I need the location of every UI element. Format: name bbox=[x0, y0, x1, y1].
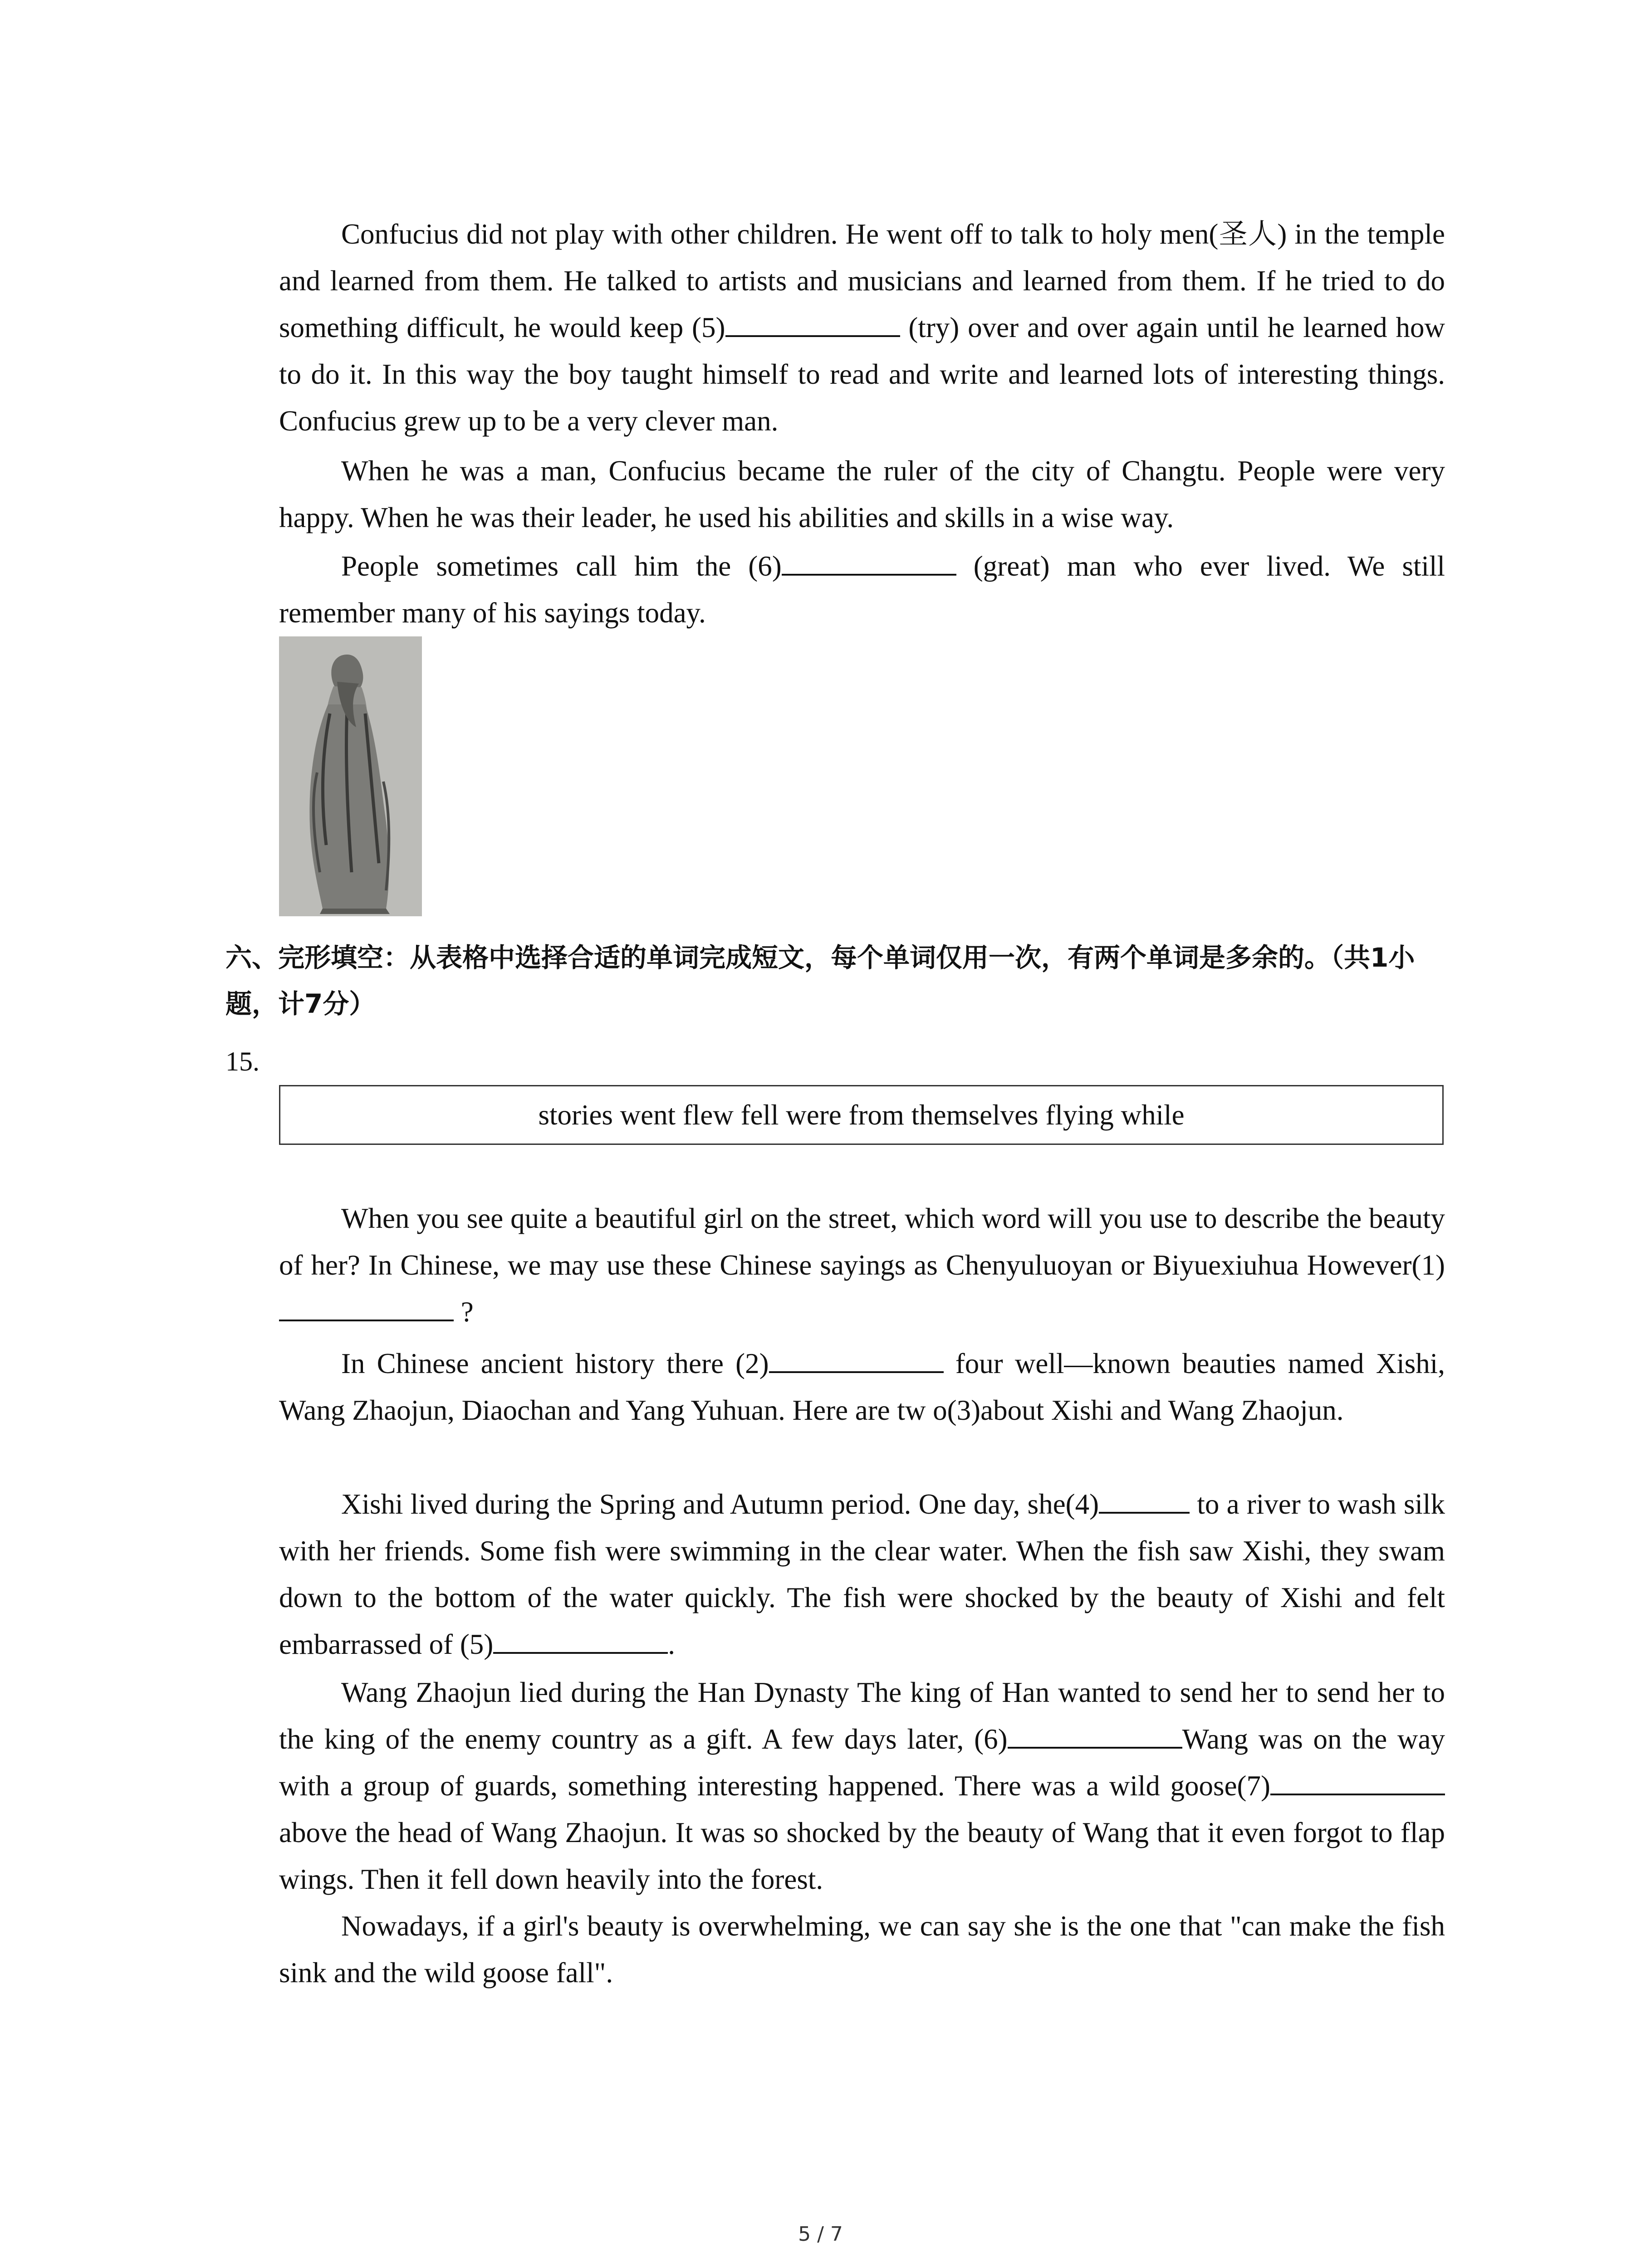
blank-6b[interactable] bbox=[1008, 1722, 1182, 1749]
page-indicator: 5 / 7 bbox=[798, 2223, 843, 2246]
passage1-paragraph-1: Confucius did not play with other children. He went off to talk to holy men(圣人) in the temple and learned from them. He talked to artists and musicians and learned from them. If he tried to do something difficult, he would keep (5) (try) over and over again until he learned how to do it. In this way the boy taught himself to read and write and learned lots of interesting things. Confucius grew up to be a very clever man. bbox=[279, 218, 1445, 437]
blank-4[interactable] bbox=[1099, 1487, 1190, 1514]
blank-5[interactable] bbox=[725, 311, 900, 337]
word-bank-box bbox=[279, 1085, 1444, 1145]
blank-7[interactable] bbox=[1270, 1769, 1445, 1795]
word-bank-text: stories went flew fell were from themselves flying while bbox=[538, 1099, 1185, 1131]
passage2-paragraph-5: Nowadays, if a girl's beauty is overwhelming, we can say she is the one that "can make the fish sink and the wild goose fall". bbox=[279, 1910, 1445, 1989]
passage1-paragraph-3: People sometimes call him the (6) (great) man who ever lived. We still remember many of his sayings today. bbox=[279, 550, 1445, 629]
blank-2[interactable] bbox=[769, 1347, 944, 1373]
passage2-paragraph-1: When you see quite a beautiful girl on the street, which word will you use to describe the beauty of her? In Chinese, we may use these Chinese sayings as Chenyuluoyan or Biyuexiuhua However(1) ? bbox=[279, 1202, 1445, 1328]
blank-5b[interactable] bbox=[493, 1628, 668, 1654]
blank-1[interactable] bbox=[279, 1295, 454, 1321]
question-number: 15. bbox=[225, 1046, 260, 1076]
section-heading: 六、完形填空：从表格中选择合适的单词完成短文，每个单词仅用一次，有两个单词是多余的。（共1小题，计7分） bbox=[225, 942, 1415, 1019]
passage2-paragraph-3: Xishi lived during the Spring and Autumn period. One day, she(4) to a river to wash silk with her friends. Some fish were swimming in the clear water. When the fish saw Xishi, they swam down to the bottom of the water quickly. The fish were shocked by the beauty of Xishi and felt embarrassed of (5) . bbox=[279, 1488, 1445, 1660]
passage2-paragraph-4: Wang Zhaojun lied during the Han Dynasty The king of Han wanted to send her to send her to the king of the enemy country as a gift. A few days later, (6) Wang was on the way with a group of guards, something interesting happened. There was a wild goose(7) above the head of Wang Zhaojun. It was so shocked by the beauty of Wang that it even forgot to flap wings. Then it fell down heavily into the forest. bbox=[279, 1677, 1445, 1895]
blank-6[interactable] bbox=[782, 549, 956, 576]
passage1-paragraph-2: When he was a man, Confucius became the ruler of the city of Changtu. People were very happy. When he was their leader, he used his abilities and skills in a wise way. bbox=[279, 455, 1445, 533]
confucius-portrait-image bbox=[279, 636, 422, 916]
passage2-paragraph-2: In Chinese ancient history there (2) four well—known beauties named Xishi, Wang Zhaojun, Diaochan and Yang Yuhuan. Here are tw o(3)about Xishi and Wang Zhaojun. bbox=[279, 1348, 1445, 1426]
